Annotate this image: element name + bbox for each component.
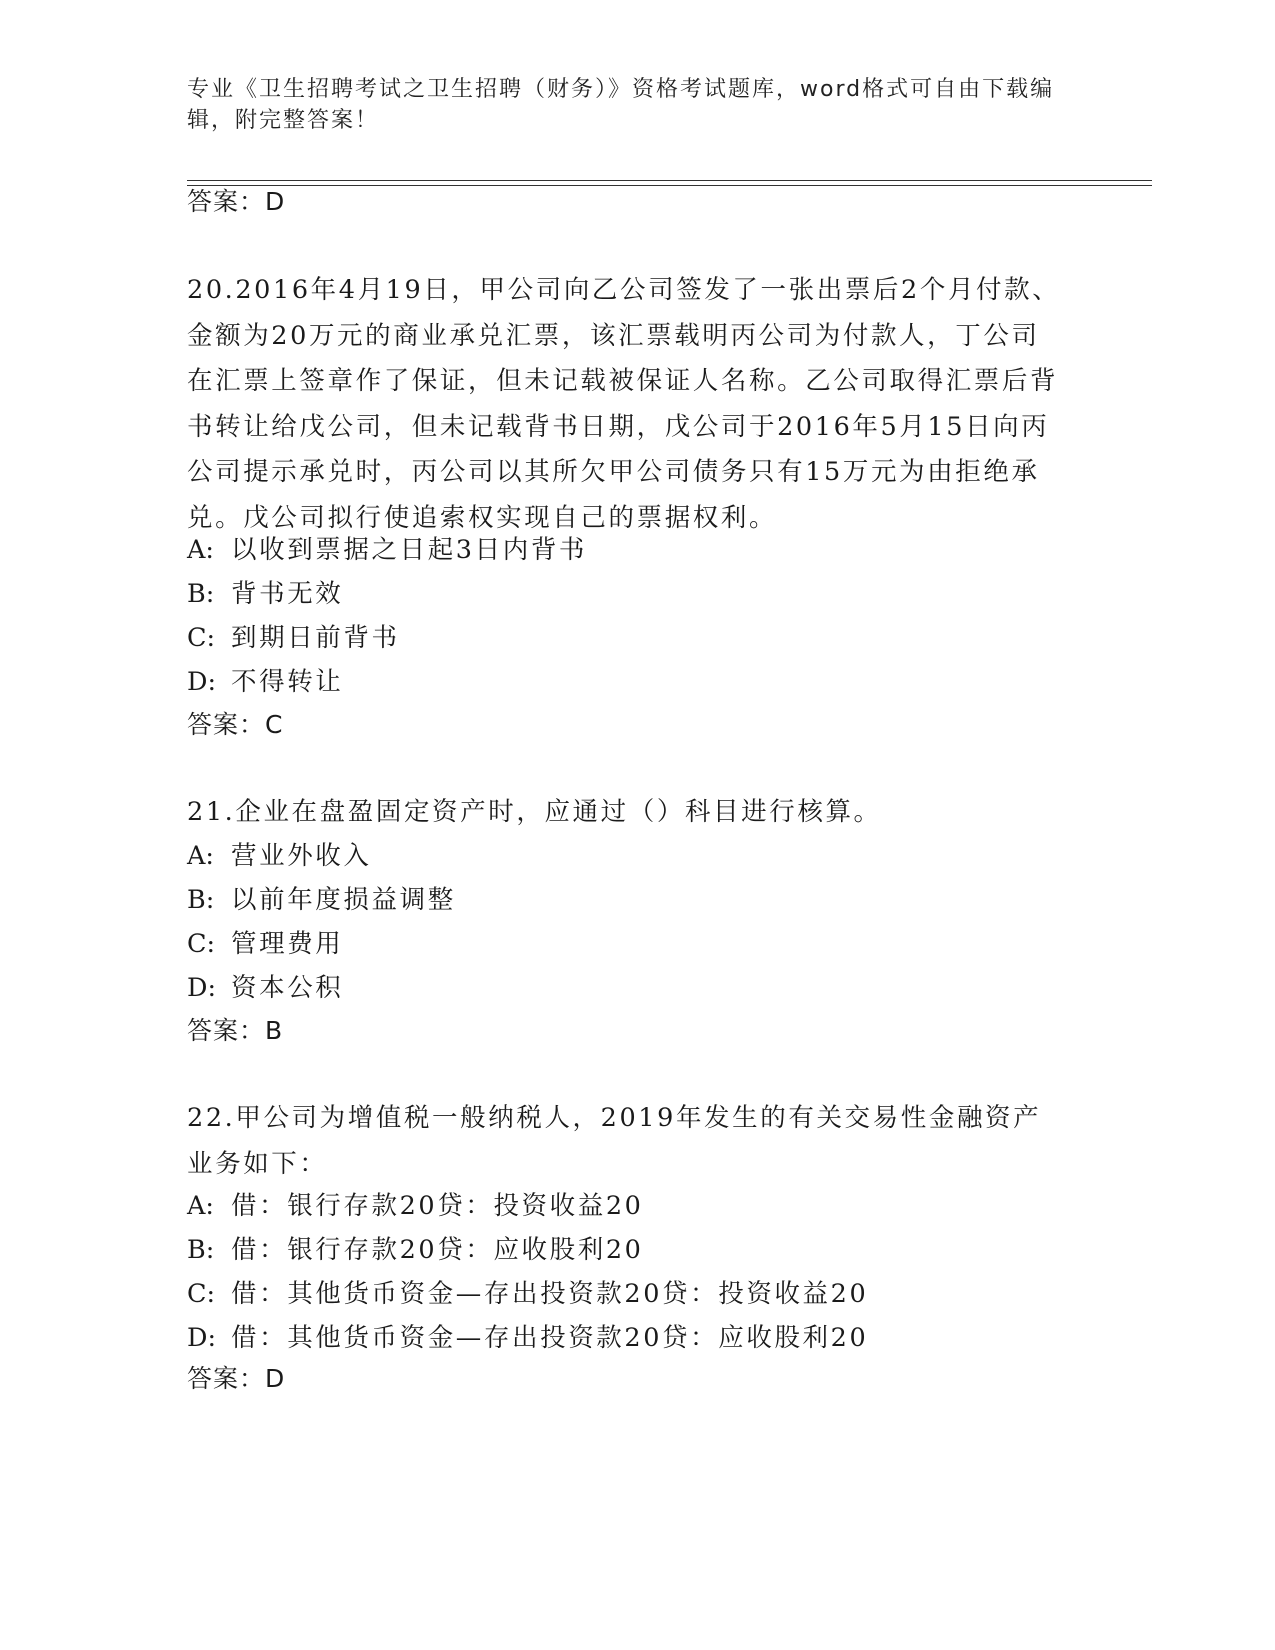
question-22-option-d [187,1318,868,1358]
option-text: 到期日前背书 [231,623,400,653]
option-letter: C: [187,929,216,959]
option-letter: A: [187,841,215,871]
question-21-option-a [187,836,372,876]
option-letter: C: [187,623,216,653]
option-text: 借：银行存款20贷：应收股利20 [231,1235,644,1265]
question-21-stem: 21.企业在盘盈固定资产时，应通过（）科目进行核算。 [187,797,882,827]
question-20-option-c [187,618,400,658]
option-letter: C: [187,1279,216,1309]
header-divider-bottom [187,185,1152,186]
question-21-option-b [187,880,456,920]
option-text: 借：其他货币资金—存出投资款20贷：应收股利20 [231,1323,869,1353]
option-text: 营业外收入 [231,841,372,871]
question-22-stem: 22.甲公司为增值税一般纳税人，2019年发生的有关交易性金融资产业务如下： [187,1103,1042,1179]
header-divider-top [187,180,1152,181]
answer-previous: 答案：D [187,187,286,216]
question-20-option-d [187,662,343,702]
question-20-option-b [187,574,343,614]
question-20-option-a [187,530,587,570]
option-letter: A: [187,1191,215,1221]
question-22-answer: 答案：D [187,1364,286,1393]
option-text: 资本公积 [231,973,344,1003]
option-text: 管理费用 [231,929,344,959]
option-text: 借：其他货币资金—存出投资款20贷：投资收益20 [231,1279,869,1309]
question-20-answer: 答案：C [187,710,284,739]
option-letter: B: [187,1235,215,1265]
option-text: 以前年度损益调整 [231,885,456,915]
question-22-option-c [187,1274,868,1314]
question-21-option-c [187,924,343,964]
question-21-answer: 答案：B [187,1016,284,1045]
option-letter: D: [187,973,217,1003]
option-letter: A: [187,535,215,565]
document-header: 专业《卫生招聘考试之卫生招聘（财务）》资格考试题库，word格式可自由下载编辑，附完整答案！ [187,77,1055,133]
option-text: 借：银行存款20贷：投资收益20 [231,1191,644,1221]
option-text: 背书无效 [231,579,344,609]
option-letter: B: [187,885,215,915]
option-text: 以收到票据之日起3日内背书 [231,535,588,565]
question-22-option-a [187,1186,644,1226]
option-letter: B: [187,579,215,609]
question-22-option-b [187,1230,644,1270]
option-letter: D: [187,1323,217,1353]
option-text: 不得转让 [231,667,344,697]
question-20-stem: 20.2016年4月19日，甲公司向乙公司签发了一张出票后2个月付款、金额为20万元的商业承兑汇票，该汇票载明丙公司为付款人，丁公司在汇票上签章作了保证，但未记载被保证人名称。乙公司取得汇票后背书转让给戊公司，但未记载背书日期，戊公司于2016年5月15日向丙公司提示承兑时，丙公司以其所欠甲公司债务只有15万元为由拒绝承兑。戊公司拟行使追索权实现自己的票据权利。 [187,275,1061,533]
option-letter: D: [187,667,217,697]
question-21-option-d [187,968,343,1008]
